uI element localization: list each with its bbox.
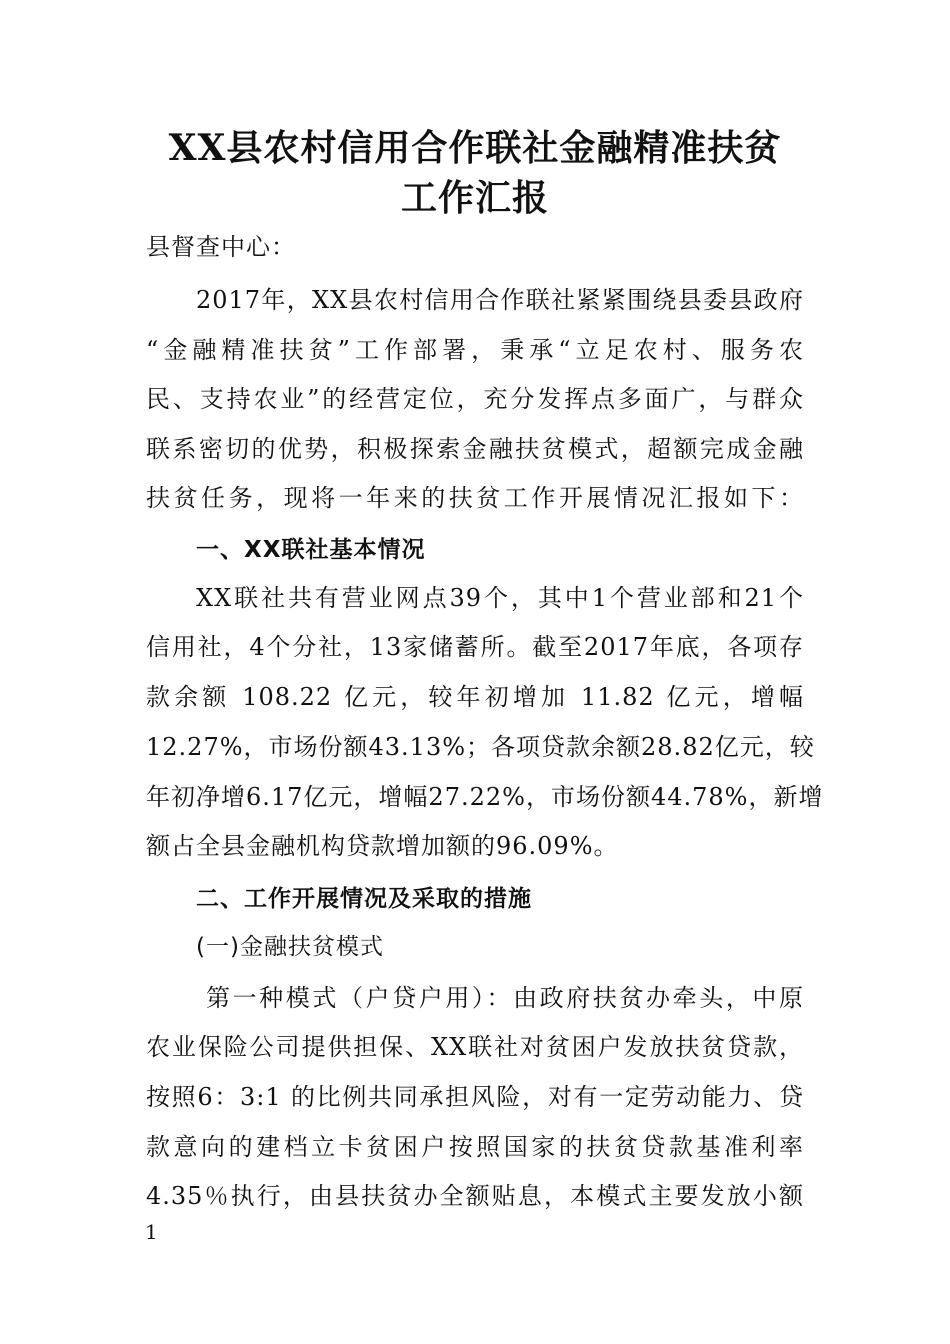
- section2-body-line: 按照6：3:1 的比例共同承担风险，对有一定劳动能力、贷: [146, 1083, 804, 1111]
- intro-line: 扶贫任务，现将一年来的扶贫工作开展情况汇报如下：: [146, 484, 804, 512]
- intro-line: 2017年，XX县农村信用合作联社紧紧围绕县委县政府: [196, 286, 804, 314]
- section2-body-line: 农业保险公司提供担保、XX联社对贫困户发放扶贫贷款，: [146, 1033, 804, 1061]
- section2-body-line: 第一种模式（户贷户用）：由政府扶贫办牵头，中原: [206, 984, 804, 1012]
- section1-body-line: XX联社共有营业网点39个，其中1个营业部和21个: [196, 584, 804, 612]
- section-heading-measures: 二、工作开展情况及采取的措施: [196, 886, 532, 912]
- salutation: 县督查中心：: [146, 233, 296, 261]
- intro-line: 联系密切的优势，积极探索金融扶贫模式，超额完成金融: [146, 435, 804, 463]
- document-title-line-1: XX县农村信用合作联社金融精准扶贫: [168, 127, 782, 169]
- section1-body-line: 信用社，4个分社，13家储蓄所。截至2017年底，各项存: [146, 633, 804, 661]
- subsection-heading-poverty-model: (一)金融扶贫模式: [196, 934, 384, 960]
- intro-line: 民、支持农业”的经营定位，充分发挥点多面广，与群众: [146, 385, 804, 413]
- intro-line: “金融精准扶贫”工作部署，秉承“立足农村、服务农: [146, 336, 804, 364]
- section1-body-line: 年初净增6.17亿元，增幅27.22%，市场份额44.78%，新增: [146, 783, 824, 811]
- section1-body-line: 额占全县金融机构贷款增加额的96.09%。: [146, 832, 619, 860]
- document-title-line-2: 工作汇报: [400, 177, 549, 219]
- section1-body-line: 12.27%，市场份额43.13%；各项贷款余额28.82亿元，较: [146, 733, 815, 761]
- section-heading-basic-info: 一、XX联社基本情况: [196, 537, 426, 563]
- section2-body-line: 款意向的建档立卡贫困户按照国家的扶贫贷款基准利率: [146, 1133, 804, 1161]
- section2-body-line: 4.35％执行，由县扶贫办全额贴息，本模式主要发放小额: [146, 1182, 804, 1210]
- section1-body-line: 款余额 108.22 亿元，较年初增加 11.82 亿元，增幅: [146, 683, 804, 711]
- page-number: 1: [145, 1220, 158, 1244]
